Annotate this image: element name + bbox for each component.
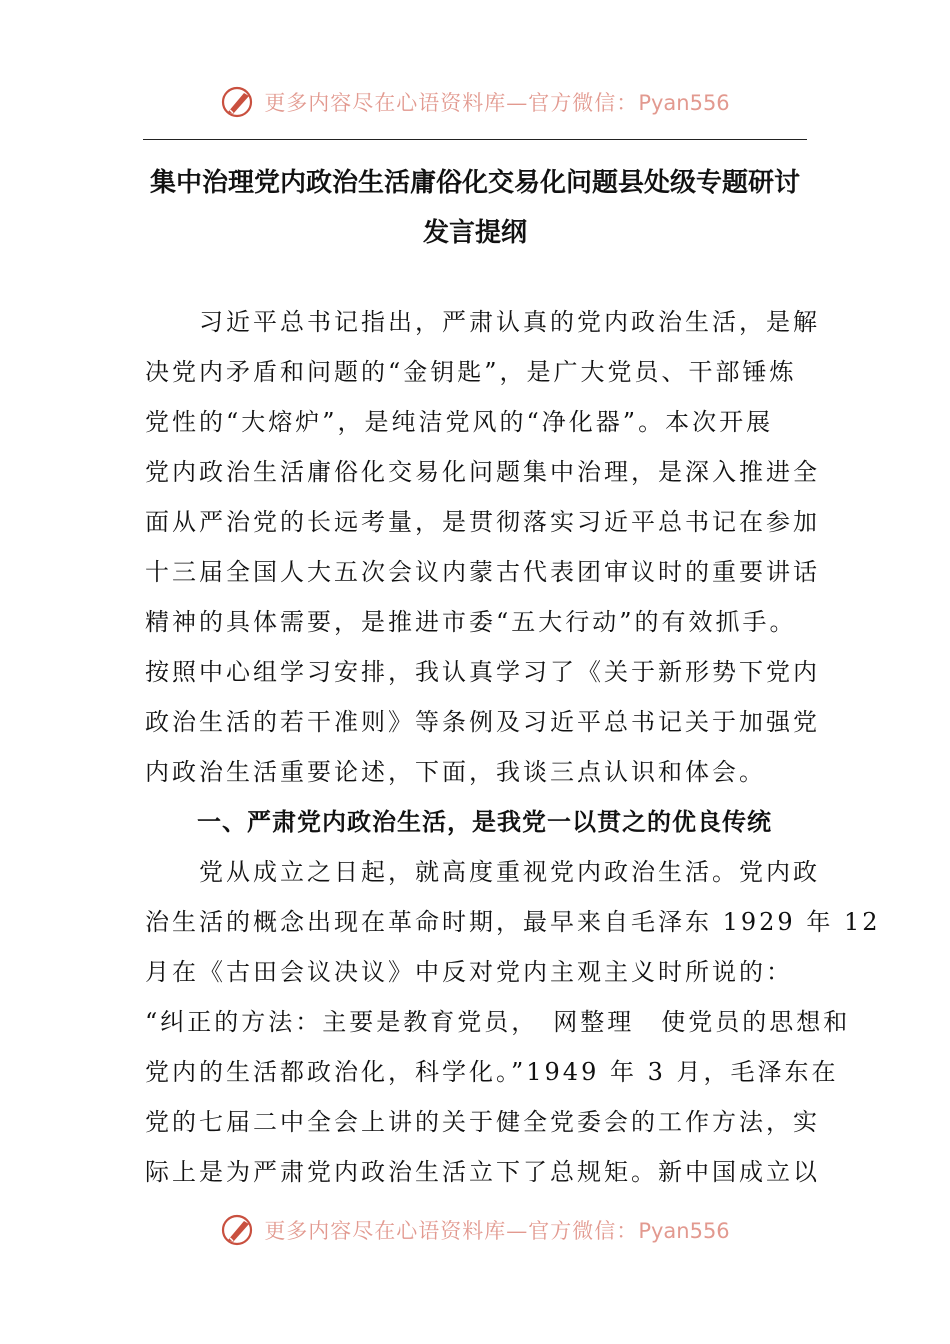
title-line-1: 集中治理党内政治生活庸俗化交易化问题县处级专题研讨 bbox=[149, 168, 800, 198]
body-line: 党内的生活都政治化，科学化。”1949 年 3 月，毛泽东在 bbox=[145, 1058, 839, 1086]
body-line: 按照中心组学习安排，我认真学习了《关于新形势下党内 bbox=[145, 658, 820, 686]
body-line: 内政治生活重要论述，下面，我谈三点认识和体会。 bbox=[145, 758, 766, 786]
body-line: 习近平总书记指出，严肃认真的党内政治生活，是解 bbox=[145, 308, 820, 336]
body-line: “纠正的方法：主要是教育党员， 网整理 使党员的思想和 bbox=[145, 1008, 851, 1036]
body-line: 政治生活的若干准则》等条例及习近平总书记关于加强党 bbox=[145, 708, 820, 736]
section-heading-1: 一、严肃党内政治生活，是我党一以贯之的优良传统 bbox=[197, 808, 772, 836]
watermark-main-text: 更多内容尽在心语资料库—官方微信： bbox=[264, 1219, 639, 1243]
watermark-text bbox=[264, 1215, 729, 1245]
title-line-2: 发言提纲 bbox=[422, 218, 527, 248]
watermark-footer bbox=[0, 1210, 950, 1250]
body-line: 治生活的概念出现在革命时期，最早来自毛泽东 1929 年 12 bbox=[145, 908, 881, 936]
body-line: 精神的具体需要，是推进市委“五大行动”的有效抓手。 bbox=[145, 608, 797, 636]
document-body bbox=[145, 297, 881, 1197]
body-line: 决党内矛盾和问题的“金钥匙”，是广大党员、干部锤炼 bbox=[145, 358, 797, 386]
pen-nib-circle-icon bbox=[220, 84, 256, 120]
document-title bbox=[140, 158, 810, 258]
watermark-text bbox=[264, 87, 729, 117]
body-line: 党的七届二中全会上讲的关于健全党委会的工作方法，实 bbox=[145, 1108, 820, 1136]
pen-nib-circle-icon bbox=[220, 1212, 256, 1248]
body-line: 党性的“大熔炉”，是纯洁党风的“净化器”。本次开展 bbox=[145, 408, 774, 436]
watermark-wechat-id: Pyan556 bbox=[638, 91, 730, 115]
body-line: 党内政治生活庸俗化交易化问题集中治理，是深入推进全 bbox=[145, 458, 820, 486]
body-line: 际上是为严肃党内政治生活立下了总规矩。新中国成立以 bbox=[145, 1158, 820, 1186]
body-line: 月在《古田会议决议》中反对党内主观主义时所说的： bbox=[145, 958, 793, 986]
watermark-wechat-id: Pyan556 bbox=[638, 1219, 730, 1243]
body-line: 十三届全国人大五次会议内蒙古代表团审议时的重要讲话 bbox=[145, 558, 820, 586]
body-line: 面从严治党的长远考量，是贯彻落实习近平总书记在参加 bbox=[145, 508, 820, 536]
header-divider bbox=[143, 139, 807, 140]
watermark-header bbox=[0, 82, 950, 122]
body-line: 党从成立之日起，就高度重视党内政治生活。党内政 bbox=[145, 858, 820, 886]
watermark-main-text: 更多内容尽在心语资料库—官方微信： bbox=[264, 91, 639, 115]
